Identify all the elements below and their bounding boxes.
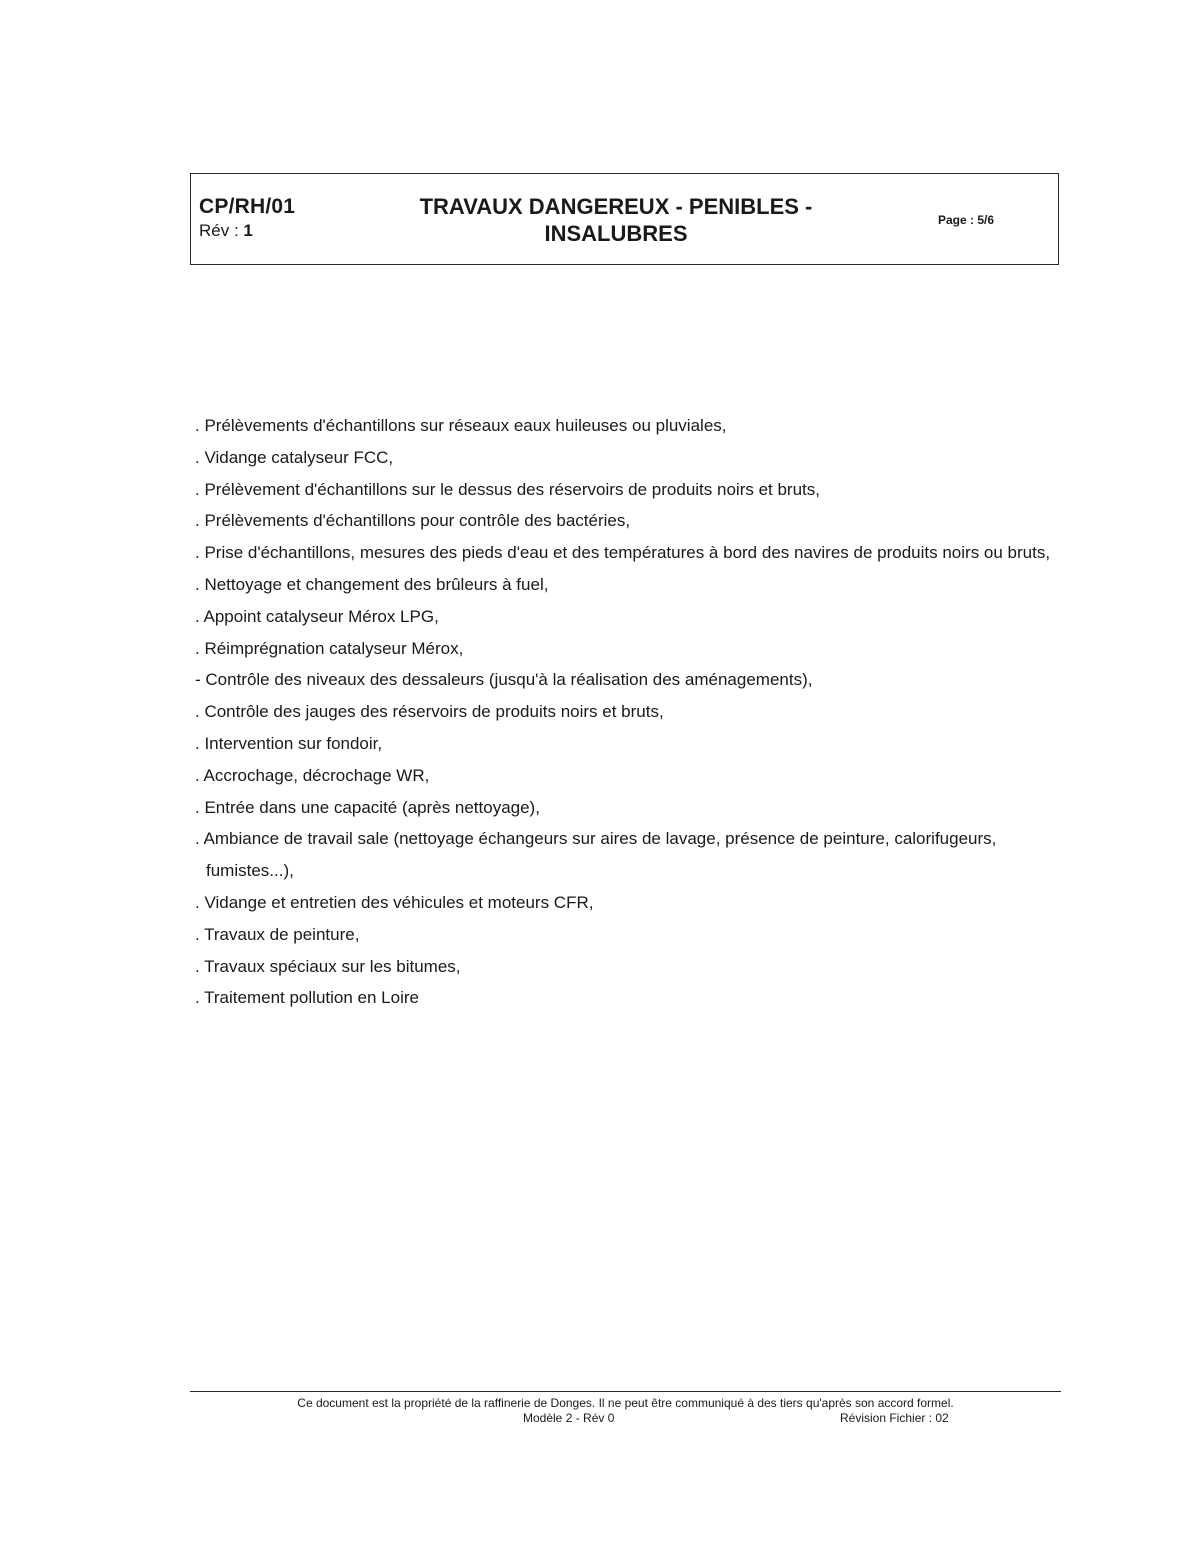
document-title: [406, 193, 826, 247]
list-item: . Réimprégnation catalyseur Mérox,: [195, 638, 464, 658]
list-item: . Prélèvements d'échantillons pour contrôle des bactéries,: [195, 511, 631, 531]
document-header: [190, 173, 1059, 265]
list-item: . Traitement pollution en Loire: [195, 988, 419, 1008]
list-item: . Vidange catalyseur FCC,: [195, 447, 394, 467]
list-item: . Prélèvement d'échantillons sur le dessus des réservoirs de produits noirs et bruts,: [195, 479, 820, 499]
revision-label: Rév :: [199, 221, 244, 240]
list-item: . Appoint catalyseur Mérox LPG,: [195, 606, 439, 626]
document-code: CP/RH/01: [199, 195, 296, 218]
list-item: - Contrôle des niveaux des dessaleurs (jusqu'à la réalisation des aménagements),: [195, 670, 813, 690]
hazardous-work-list: [195, 410, 1075, 1014]
list-item: . Travaux de peinture,: [195, 924, 360, 944]
list-item: . Accrochage, décrochage WR,: [195, 765, 430, 785]
list-item: . Prélèvements d'échantillons sur réseaux eaux huileuses ou pluviales,: [195, 416, 727, 435]
document-footer: [190, 1396, 1061, 1426]
title-line-1: TRAVAUX DANGEREUX - PENIBLES -: [419, 194, 813, 219]
list-item: . Contrôle des jauges des réservoirs de produits noirs et bruts,: [195, 702, 664, 722]
footer-divider: [190, 1391, 1061, 1392]
revision: [199, 221, 253, 241]
list-item: . Intervention sur fondoir,: [195, 733, 383, 753]
list-item: . Nettoyage et changement des brûleurs à fuel,: [195, 574, 549, 594]
revision-value: 1: [243, 221, 253, 240]
footer-file-revision: Révision Fichier : 02: [840, 1411, 949, 1425]
list-item: . Entrée dans une capacité (après nettoyage),: [195, 797, 540, 817]
list-item: . Prise d'échantillons, mesures des pieds d'eau et des températures à bord des navires de produits noirs ou bruts,: [195, 543, 1051, 563]
page-number: Page : 5/6: [938, 213, 995, 227]
list-item: . Travaux spéciaux sur les bitumes,: [195, 956, 461, 976]
footer-meta: [190, 1411, 1061, 1426]
list-item: . Vidange et entretien des véhicules et moteurs CFR,: [195, 892, 594, 912]
title-line-2: INSALUBRES: [544, 221, 688, 246]
list-item: . Ambiance de travail sale (nettoyage échangeurs sur aires de lavage, présence de peinture, calorifugeurs, fumistes...),: [195, 829, 997, 881]
footer-model: Modèle 2 - Rév 0: [523, 1411, 615, 1425]
footer-notice: Ce document est la propriété de la raffinerie de Donges. Il ne peut être communiqué à des tiers qu'après son accord formel.: [297, 1396, 954, 1410]
